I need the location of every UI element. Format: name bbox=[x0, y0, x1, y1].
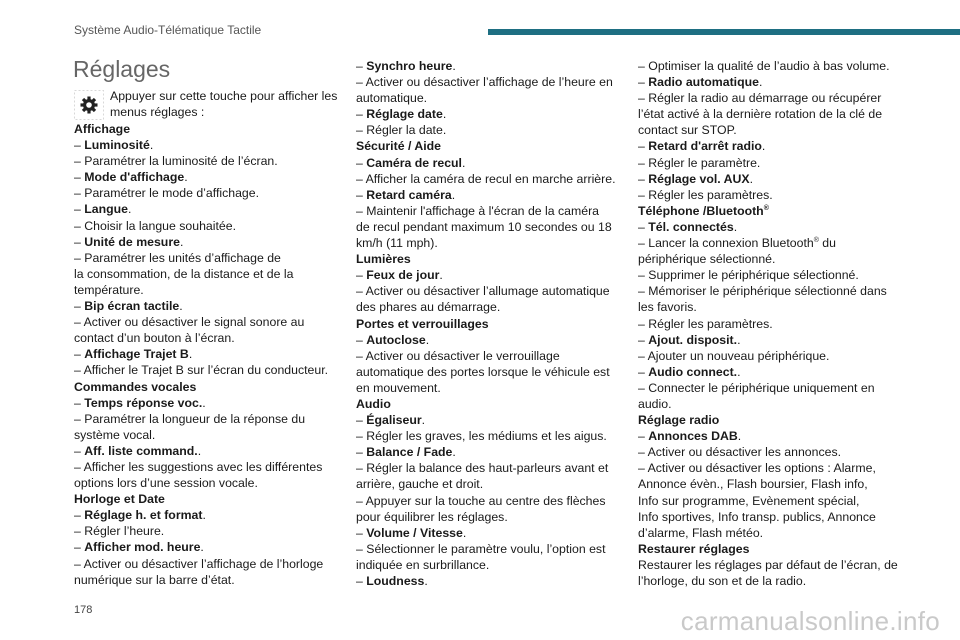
menu-item-line: – Retard caméra. bbox=[356, 187, 456, 202]
menu-item-line: – Réglage date. bbox=[356, 107, 447, 122]
menu-item-line: – Balance / Fade. bbox=[356, 445, 456, 460]
description-line: automatique des portes lorsque le véhicule est bbox=[356, 364, 610, 379]
description-line: – Afficher le Trajet B sur l’écran du conducteur. bbox=[74, 363, 329, 378]
description-line: – Paramétrer le mode d’affichage. bbox=[74, 186, 260, 201]
watermark: carmanualsonline.info bbox=[680, 606, 940, 636]
description-line: – Régler la balance des haut-parleurs avant et bbox=[356, 461, 609, 476]
description-line: – Choisir la langue souhaitée. bbox=[74, 218, 237, 233]
subsection-heading: Portes et verrouillages bbox=[356, 316, 489, 331]
column-2 bbox=[356, 58, 626, 589]
description-line: Info sportives, Info transp. publics, Annonce bbox=[638, 509, 876, 524]
description-line: – Régler la radio au démarrage ou récupérer bbox=[638, 91, 882, 106]
description-line: pour équilibrer les réglages. bbox=[356, 509, 508, 524]
description-line: – Activer ou désactiver le verrouillage bbox=[356, 348, 560, 363]
gear-icon bbox=[74, 90, 104, 120]
description-line: – Ajouter un nouveau périphérique. bbox=[638, 348, 830, 363]
menu-item-line: – Réglage h. et format. bbox=[74, 508, 206, 523]
description-line: – Paramétrer la longueur de la réponse du bbox=[74, 411, 306, 426]
description-line: contact d’un bouton à l’écran. bbox=[74, 331, 235, 346]
description-line: – Régler l’heure. bbox=[74, 524, 165, 539]
description-line: périphérique sélectionné. bbox=[638, 252, 776, 267]
description-line: système vocal. bbox=[74, 427, 156, 442]
description-line: – Optimiser la qualité de l’audio à bas volume. bbox=[638, 59, 890, 73]
running-header: Système Audio-Télématique Tactile bbox=[74, 23, 262, 37]
menu-item-line: – Afficher mod. heure. bbox=[74, 540, 204, 555]
subsection-heading: Audio bbox=[356, 396, 391, 411]
description-line: – Activer ou désactiver l’allumage automatique bbox=[356, 284, 610, 299]
description-line: – Activer ou désactiver l’affichage de l’heure en bbox=[356, 75, 613, 90]
menu-item-line: – Retard d'arrêt radio. bbox=[638, 139, 766, 154]
description-line: – Appuyer sur la touche au centre des flèches bbox=[356, 493, 606, 508]
menu-item-line: – Loudness. bbox=[356, 574, 428, 588]
menu-item-line: – Caméra de recul. bbox=[356, 155, 466, 170]
description-line: de recul pendant maximum 10 secondes ou 18 bbox=[356, 219, 612, 234]
description-line: Annonce évèn., Flash boursier, Flash info, bbox=[638, 477, 868, 492]
description-line: – Régler la date. bbox=[356, 123, 447, 138]
description-line: – Supprimer le périphérique sélectionné. bbox=[638, 268, 859, 283]
description-line: – Afficher la caméra de recul en marche arrière. bbox=[356, 171, 616, 186]
description-line: automatique. bbox=[356, 91, 428, 106]
header-accent-bar bbox=[488, 29, 960, 35]
description-line: audio. bbox=[638, 396, 672, 411]
subsection-heading: Commandes vocales bbox=[74, 379, 197, 394]
description-line: d’alarme, Flash météo. bbox=[638, 525, 764, 540]
description-line: – Paramétrer les unités d’affichage de bbox=[74, 250, 281, 265]
description-line: options lors d’une session vocale. bbox=[74, 476, 258, 491]
menu-item-line: – Temps réponse voc.. bbox=[74, 395, 206, 410]
description-line: – Afficher les suggestions avec les différentes bbox=[74, 459, 323, 474]
intro-block bbox=[74, 88, 340, 120]
description-line: – Lancer la connexion Bluetooth® du bbox=[638, 236, 836, 251]
menu-item-line: – Synchro heure. bbox=[356, 59, 456, 73]
description-line: température. bbox=[74, 282, 144, 297]
description-line: – Régler les paramètres. bbox=[638, 316, 773, 331]
menu-item-line: – Aff. liste command.. bbox=[74, 443, 202, 458]
menu-item-line: – Radio automatique. bbox=[638, 75, 763, 90]
description-line: Restaurer les réglages par défaut de l’écran, de bbox=[638, 557, 898, 572]
menu-item-line: – Feux de jour. bbox=[356, 268, 443, 283]
subsection-heading: Horloge et Date bbox=[74, 492, 165, 507]
menu-item-line: – Unité de mesure. bbox=[74, 234, 184, 249]
description-line: en mouvement. bbox=[356, 380, 441, 395]
description-line: – Activer ou désactiver le signal sonore au bbox=[74, 315, 305, 330]
column-3 bbox=[638, 58, 908, 589]
menu-item-line: – Audio connect.. bbox=[638, 364, 741, 379]
description-line: – Maintenir l'affichage à l'écran de la caméra bbox=[356, 203, 600, 218]
description-line: – Activer ou désactiver l’affichage de l’horloge bbox=[74, 556, 324, 571]
menu-item-line: – Affichage Trajet B. bbox=[74, 347, 193, 362]
description-line: – Paramétrer la luminosité de l’écran. bbox=[74, 154, 278, 169]
description-line: des phares au démarrage. bbox=[356, 300, 501, 315]
description-line: km/h (11 mph). bbox=[356, 236, 438, 251]
description-line: – Activer ou désactiver les options : Alarme, bbox=[638, 461, 876, 476]
page-number: 178 bbox=[74, 604, 93, 616]
menu-item-line: – Bip écran tactile. bbox=[74, 299, 183, 314]
description-line: – Connecter le périphérique uniquement en bbox=[638, 380, 875, 395]
intro-text: Appuyer sur cette touche pour afficher les menus réglages : bbox=[110, 89, 338, 119]
description-line: l’état activé à la dernière rotation de la clé de bbox=[638, 107, 883, 122]
column-1 bbox=[74, 121, 344, 588]
menu-item-line: – Égaliseur. bbox=[356, 413, 426, 428]
menu-item-line: – Ajout. disposit.. bbox=[638, 332, 741, 347]
subsection-heading: Restaurer réglages bbox=[638, 541, 750, 556]
subsection-heading: Lumières bbox=[356, 252, 411, 267]
menu-item-line: – Autoclose. bbox=[356, 332, 430, 347]
menu-item-line: – Volume / Vitesse. bbox=[356, 525, 467, 540]
description-line: les favoris. bbox=[638, 300, 697, 315]
description-line: arrière, gauche et droit. bbox=[356, 477, 484, 492]
subsection-heading: Téléphone /Bluetooth® bbox=[638, 203, 769, 218]
description-line: Info sur programme, Evènement spécial, bbox=[638, 493, 860, 508]
description-line: – Activer ou désactiver les annonces. bbox=[638, 445, 842, 460]
description-line: – Mémoriser le périphérique sélectionné dans bbox=[638, 284, 887, 299]
menu-item-line: – Annonces DAB. bbox=[638, 429, 742, 444]
menu-item-line: – Réglage vol. AUX. bbox=[638, 171, 754, 186]
description-line: – Sélectionner le paramètre voulu, l’option est bbox=[356, 541, 606, 556]
description-line: l’horloge, du son et de la radio. bbox=[638, 574, 807, 588]
section-title: Réglages bbox=[73, 56, 171, 82]
description-line: contact sur STOP. bbox=[638, 123, 737, 138]
description-line: – Régler les graves, les médiums et les aigus. bbox=[356, 429, 607, 444]
description-line: numérique sur la barre d’état. bbox=[74, 572, 235, 587]
subsection-heading: Affichage bbox=[74, 122, 131, 136]
menu-item-line: – Langue. bbox=[74, 202, 132, 217]
description-line: la consommation, de la distance et de la bbox=[74, 266, 294, 281]
subsection-heading: Sécurité / Aide bbox=[356, 139, 441, 154]
description-line: indiquée en surbrillance. bbox=[356, 557, 490, 572]
menu-item-line: – Tél. connectés. bbox=[638, 219, 738, 234]
subsection-heading: Réglage radio bbox=[638, 413, 720, 428]
menu-item-line: – Luminosité. bbox=[74, 138, 154, 153]
description-line: – Régler les paramètres. bbox=[638, 187, 773, 202]
description-line: – Régler le paramètre. bbox=[638, 155, 761, 170]
menu-item-line: – Mode d'affichage. bbox=[74, 170, 188, 185]
